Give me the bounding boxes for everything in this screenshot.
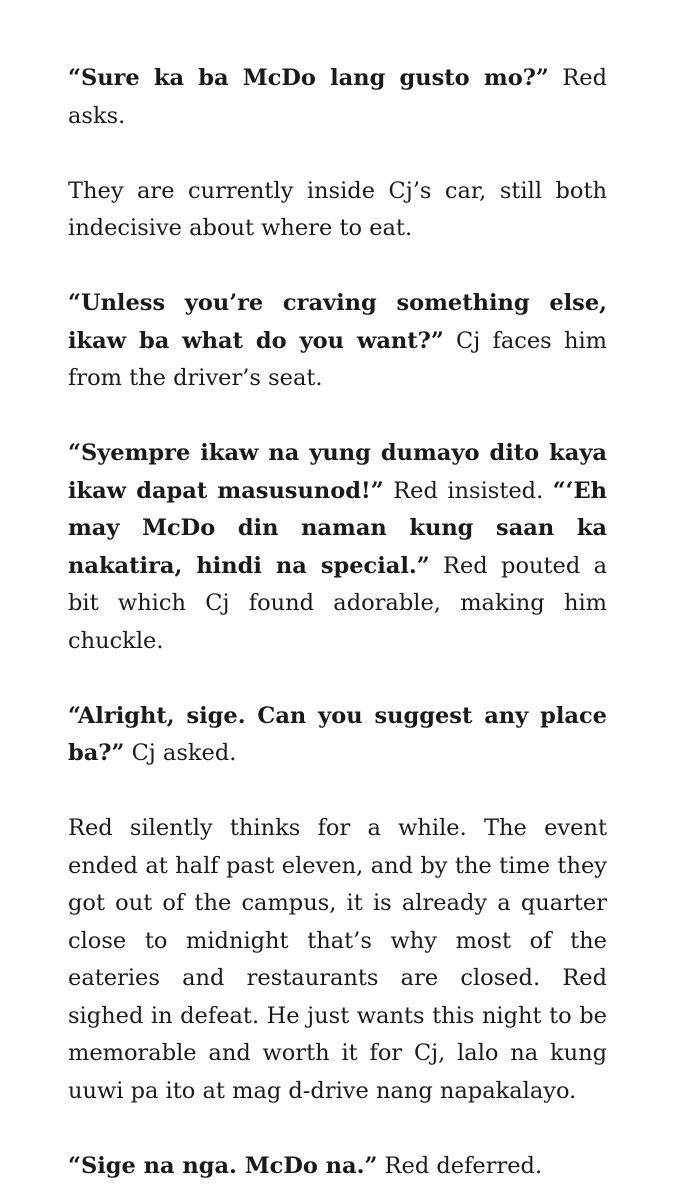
- paragraph-1: [68, 60, 607, 135]
- paragraph-3: [68, 285, 607, 398]
- paragraph-6: [68, 810, 607, 1110]
- paragraph-2: [68, 173, 607, 248]
- narration: Red insisted.: [383, 477, 553, 504]
- dialogue: “Unless you’re craving something else, ikaw ba what do you want?”: [68, 290, 607, 354]
- dialogue: “‘Eh may McDo din naman kung saan ka nakatira, hindi na special.”: [68, 477, 607, 579]
- dialogue: “Sige na nga. McDo na.”: [68, 1152, 378, 1179]
- paragraph-5: [68, 698, 607, 773]
- narration: They are currently inside Cj’s car, still both indecisive about where to eat.: [68, 177, 607, 241]
- paragraph-4: [68, 435, 607, 660]
- narration: Red silently thinks for a while. The event ended at half past eleven, and by the time they got out of the campus, it is already a quarter close to midnight that’s why most of the eateries and restaurants are closed. Red sighed in defeat. He just wants this night to be memorable and worth it for Cj, lalo na kung uuwi pa ito at mag d-drive nang napakalayo.: [68, 815, 607, 1104]
- narration: Red deferred.: [377, 1152, 543, 1179]
- dialogue: “Sure ka ba McDo lang gusto mo?”: [68, 65, 549, 91]
- paragraph-7: [68, 1148, 607, 1186]
- story-page: [68, 60, 607, 1185]
- narration: Cj faces him from the driver’s seat.: [68, 327, 607, 391]
- dialogue: “Syempre ikaw na yung dumayo dito kaya ikaw dapat masusunod!”: [68, 440, 607, 504]
- narration: Red pouted a bit which Cj found adorable, making him chuckle.: [68, 552, 607, 654]
- narration: Red asks.: [68, 65, 608, 129]
- dialogue: “Alright, sige. Can you suggest any place ba?”: [68, 702, 607, 766]
- narration: Cj asked.: [124, 740, 237, 766]
